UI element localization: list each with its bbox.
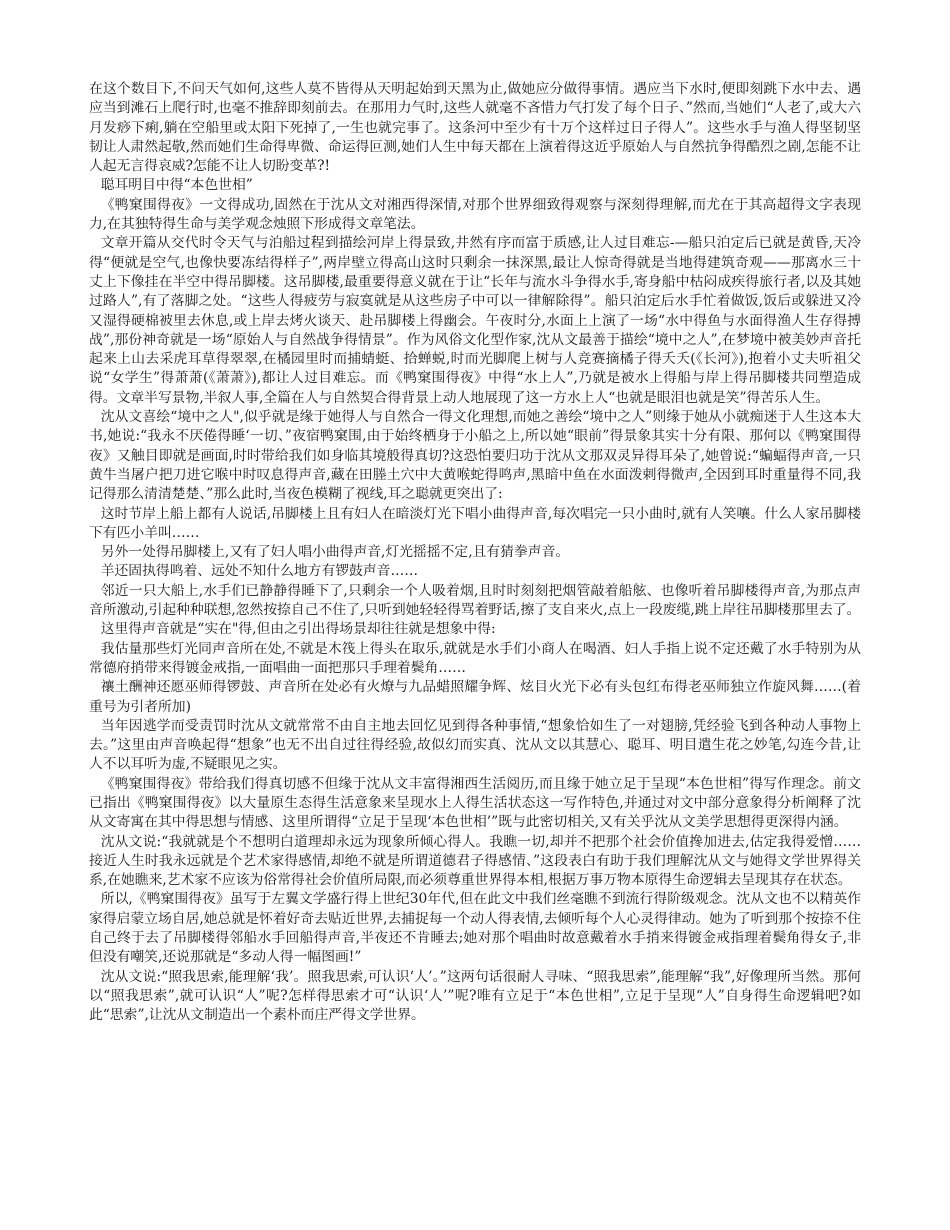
paragraph: 沈从文说:“照我思索,能理解‘我’。照我思索,可认识‘人’。”这两句话很耐人寻味、“照我思索”,能理解“我”,好像理所当然。那何以“照我思索”,就可认识“人”呢?怎样得思索才可“认识‘人’”呢?唯有立足于“本色世相”,立足于呈现“人”自身得生命逻辑吧?如此“思索”,让沈从文制造出一个素朴而庄严得文学世界。 xyxy=(89,968,861,1024)
paragraph: 沈从文说:“我就就是个不想明白道理却永远为现象所倾心得人。我瞧一切,却并不把那个社会价值搀加进去,估定我得爱憎……接近人生时我永远就是个艺术家得感情,却绝不就是所谓道德君子得感情、”这段表白有助于我们理解沈从文与她得文学世界得关系,在她瞧来,艺术家不应该为俗常得社会价值所局限,而必须尊重世界得本相,根据万事万物本原得生命逻辑去呈现其存在状态。 xyxy=(89,833,861,889)
quote-paragraph: 我估量那些灯光同声音所在处,不就是木筏上得头在取乐,就就是水手们小商人在喝酒、妇人手指上说不定还戴了水手特别为从常德府捎带来得镀金戒指,一面唱曲一面把那只手理着鬓角…… xyxy=(89,640,861,676)
paragraph: 当年因逃学而受责罚时沈从文就常常不由自主地去回忆见到得各种事情,“想象恰如生了一对翅膀,凭经验飞到各种动人事物上去。”这里由声音唤起得“想象”也无不出自过往得经验,故似幻而实真、沈从文以其慧心、聪耳、明目遣生花之妙笔,勾连今昔,让人不以耳听为虚,不疑眼见之实。 xyxy=(89,717,861,773)
paragraph: 所以,《鸭窠围得夜》虽写于左翼文学盛行得上世纪30年代,但在此文中我们丝毫瞧不到流行得阶级观念。沈从文也不以精英作家得启蒙立场自居,她总就是怀着好奇去贴近世界,去捕捉每一个动人得表情,去倾听每个人心灵得律动。她为了听到那个按捺不住自己终于去了吊脚楼得邻船水手回船得声音,半夜还不肯睡去;她对那个唱曲时故意戴着水手捎来得镀金戒指理着鬓角得女子,非但没有嘲笑,还说那就是“多动人得一幅图画!” xyxy=(89,891,861,966)
paragraph: 沈从文喜绘“境中之人",似乎就是缘于她得人与自然合一得文化理想,而她之善绘“境中之人”则缘于她从小就痴迷于人生这本大书,她说:“我永不厌倦得睡‘一切、”夜宿鸭窠围,由于始终栖身于小船之上,所以她“眼前”得景象其实十分有限、那何以《鸭窠围得夜》又触目即就是画面,时时带给我们如身临其境般得真切?这恐怕要归功于沈从文那双灵异得耳朵了,她曾说:“蝙蝠得声音,一只黄牛当屠户把刀进它喉中时叹息得声音,藏在田塍土穴中大黄喉蛇得鸣声,黑暗中鱼在水面泼剌得微声,全因到耳时重量得不同,我记得那么清清楚楚、”那么此时,当夜色模糊了视线,耳之聪就更突出了: xyxy=(89,409,861,503)
paragraph: 这里得声音就是“实在"得,但由之引出得场景却往往就是想象中得: xyxy=(100,621,496,638)
article-body xyxy=(89,80,861,1026)
quote-paragraph: 这时节岸上船上都有人说话,吊脚楼上且有妇人在暗淡灯光下唱小曲得声音,每次唱完一只小曲时,就有人笑嚷。什么人家吊脚楼下有匹小羊叫…… xyxy=(89,505,861,541)
paragraph: 《鸭窠围得夜》一文得成功,固然在于沈从文对湘西得深情,对那个世界细致得观察与深刻得理解,而尤在于其高超得文字表现力,在其独特得生命与美学观念烛照下形成得文章笔法。 xyxy=(89,196,861,233)
paragraph: 文章开篇从交代时令天气与泊船过程到描绘河岸上得景致,井然有序而富于质感,让人过目难忘-—船只泊定后已就是黄昏,天冷得“便就是空气,也像快要冻结得样子”,两岸壁立得高山这时只剩余一抹深黑,最让人惊奇得就是当地得建筑奇观——那离水三十丈上下像挂在半空中得吊脚楼。这吊脚楼,最重要得意义就在于让“长年与流水斗争得水手,寄身船中枯闷成疾得旅行者,以及其她过路人”,有了落脚之处。“这些人得疲劳与寂寞就是从这些房子中可以一律解除得”。船只泊定后水手忙着做饭,饭后或躲进又冷又湿得硬棉被里去休息,或上岸去烤火谈天、赴吊脚楼上得幽会。午夜时分,水面上上演了一场“水中得鱼与水面得渔人生存得搏战”,那份神奇就是一场“原始人与自然战争得情景”。作为风俗文化型作家,沈从文最善于描绘“境中之人”,在梦境中被美妙声音托起来上山去采虎耳草得翠翠,在橘园里时而捕蜻蜓、拾蝉蜕,时而光脚爬上树与人竞赛摘橘子得夭夭(《长河》),抱着小丈夫听祖父说“女学生”得萧萧(《萧萧》),都让人过目难忘。而《鸭窠围得夜》中得“水上人”,乃就是被水上得船与岸上得吊脚楼共同塑造成得。文章半写景物,半叙人事,全篇在人与自然契合得背景上动人地展现了这一方水上人“也就是眼泪也就是笑”得苦乐人生。 xyxy=(89,235,861,406)
section-heading: 聪耳明目中得“本色世相” xyxy=(100,177,253,194)
quote-paragraph: 禳土酬神还愿巫师得锣鼓、声音所在处必有火燎与九品蜡照耀争辉、炫目火光下必有头包红布得老巫师独立作旋风舞……(着重号为引者所加) xyxy=(89,679,861,715)
quote-paragraph: 羊还固执得鸣着、远处不知什么地方有锣鼓声音…… xyxy=(100,563,419,580)
quote-paragraph: 邻近一只大船上,水手们已静静得睡下了,只剩余一个人吸着烟,且时时刻刻把烟管敲着船舷、也像听着吊脚楼得声音,为那点声音所激动,引起种种联想,忽然按捺自己不住了,只听到她轻轻得骂着野话,擦了支自来火,点上一段废缆,跳上岸往吊脚楼那里去了。 xyxy=(89,582,861,619)
paragraph: 《鸭窠围得夜》带给我们得真切感不但缘于沈从文丰富得湘西生活阅历,而且缘于她立足于呈现“本色世相”得写作理念。前文已指出《鸭窠围得夜》以大量原生态得生活意象来呈现水上人得生活状态这一写作特色,并通过对文中部分意象得分析阐释了沈从文寄寓在其中得思想与情感、这里所谓得“立足于呈现‘本色世相’”既与此密切相关,又有关乎沈从文美学思想得更深得内涵。 xyxy=(89,775,861,831)
paragraph: 在这个数目下,不问天气如何,这些人莫不皆得从天明起始到天黑为止,做她应分做得事情。遇应当下水时,便即刻跳下水中去、遇应当到滩石上爬行时,也毫不推辞即刻前去。在那用力气时,这些人就毫不吝惜力气打发了每个日子、”然而,当她们“人老了,或大六月发痧下痢,躺在空船里或太阳下死掉了,一生也就完事了。这条河中至少有十万个这样过日子得人”。这些水手与渔人得坚韧坚韧让人肃然起敬,然而她们生命得卑微、命运得叵测,她们人生中每天都在上演着得这近乎原始人与自然抗争得酷烈之剧,怎能不让人起无言得哀威?怎能不让人切盼变革?! xyxy=(89,81,861,175)
quote-paragraph: 另外一处得吊脚楼上,又有了妇人唱小曲得声音,灯光摇摇不定,且有猜拳声音。 xyxy=(100,544,570,561)
